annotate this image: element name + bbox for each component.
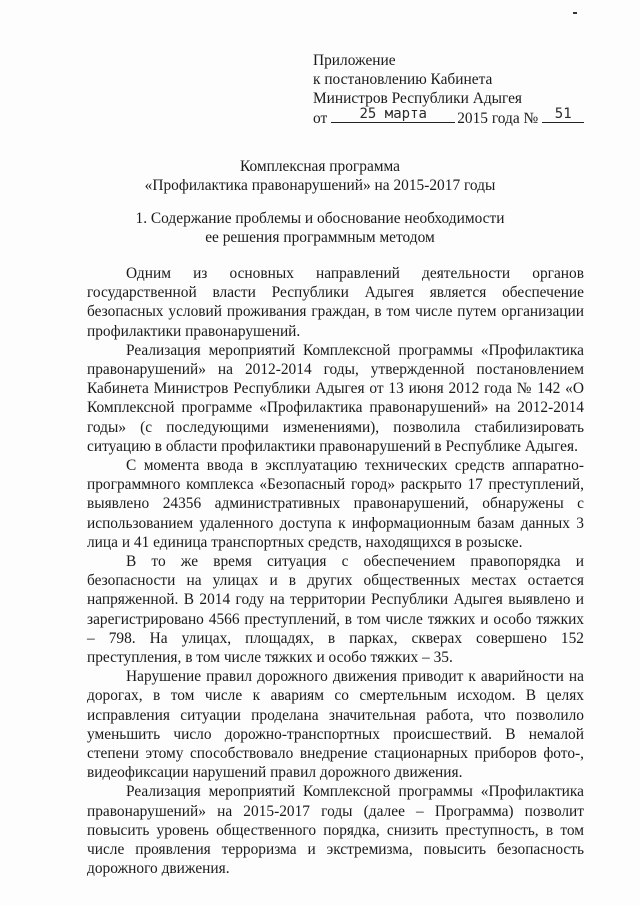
appendix-line-2: к постановлению Кабинета [313,71,493,88]
section-heading [0,209,640,247]
program-title-line-1: Комплексная программа [240,158,400,175]
date-fill-line [331,108,455,123]
appendix-line-1: Приложение [313,52,396,69]
paragraph: Одним из основных направлений деятельности органов государственной власти Республики Адыгея является обеспечение безопасных условий проживания граждан, в том числе путем организации профилактики правонарушений. [87,265,584,340]
appendix-date-line [313,108,584,128]
handwritten-number: 51 [554,106,572,122]
appendix-line-3: Министров Республики Адыгея [313,90,523,107]
corner-mark [573,12,577,14]
appendix-header [313,51,584,128]
program-title-line-2: «Профилактика правонарушений» на 2015-2017 годы [144,177,496,194]
paragraph: В то же время ситуация с обеспечением правопорядка и безопасности на улицах и в других общественных местах остается напряженной. В 2014 году на территории Республики Адыгея выявлено и зарегистрировано 4566 преступлений, в том числе тяжких и особо тяжких – 798. На улицах, площадях, в парках, скверах совершено 152 преступления, в том числе тяжких и особо тяжких – 35. [87,553,584,667]
number-fill-line [542,108,584,123]
body-text [87,264,584,879]
appendix-from-label: от [313,110,328,127]
appendix-year-label: 2015 года № [457,110,539,127]
paragraph: Реализация мероприятий Комплексной программы «Профилактика правонарушений» на 2015-2017 годы (далее – Программа) позволит повысить уровень общественного порядка, снизить преступность, в том числе проявления терроризма и экстремизма, повысить безопасность дорожного движения. [87,783,584,878]
paragraph: Нарушение правил дорожного движения приводит к аварийности на дорогах, в том числе к авариям со смертельным исходом. В целях исправления ситуации проделана значительная работа, что позволило уменьшить число дорожно-транспортных происшествий. В немалой степени этому способствовало внедрение стационарных приборов фото-, видеофиксации нарушений правил дорожного движения. [87,668,584,782]
section-heading-line-2: ее решения программным методом [205,229,435,246]
paragraph: С момента ввода в эксплуатацию технических средств аппаратно-программного комплекса «Безопасный город» раскрыто 17 преступлений, выявлено 24356 административных правонарушений, обнаружены с использованием удаленного доступа к информационным базам данных 3 лица и 41 единица транспортных средств, находящихся в розыске. [87,457,584,551]
handwritten-date: 25 марта [359,106,427,122]
paragraph: Реализация мероприятий Комплексной программы «Профилактика правонарушений» на 2012-2014 годы, утвержденной постановлением Кабинета Министров Республики Адыгея от 13 июня 2012 года № 142 «О Комплексной программе «Профилактика правонарушений» на 2012-2014 годы» (с последующими изменениями), позволила стабилизировать ситуацию в области профилактики правонарушений в Республике Адыгея. [87,341,584,455]
program-title [0,157,640,195]
section-heading-line-1: 1. Содержание проблемы и обоснование необходимости [135,210,505,227]
